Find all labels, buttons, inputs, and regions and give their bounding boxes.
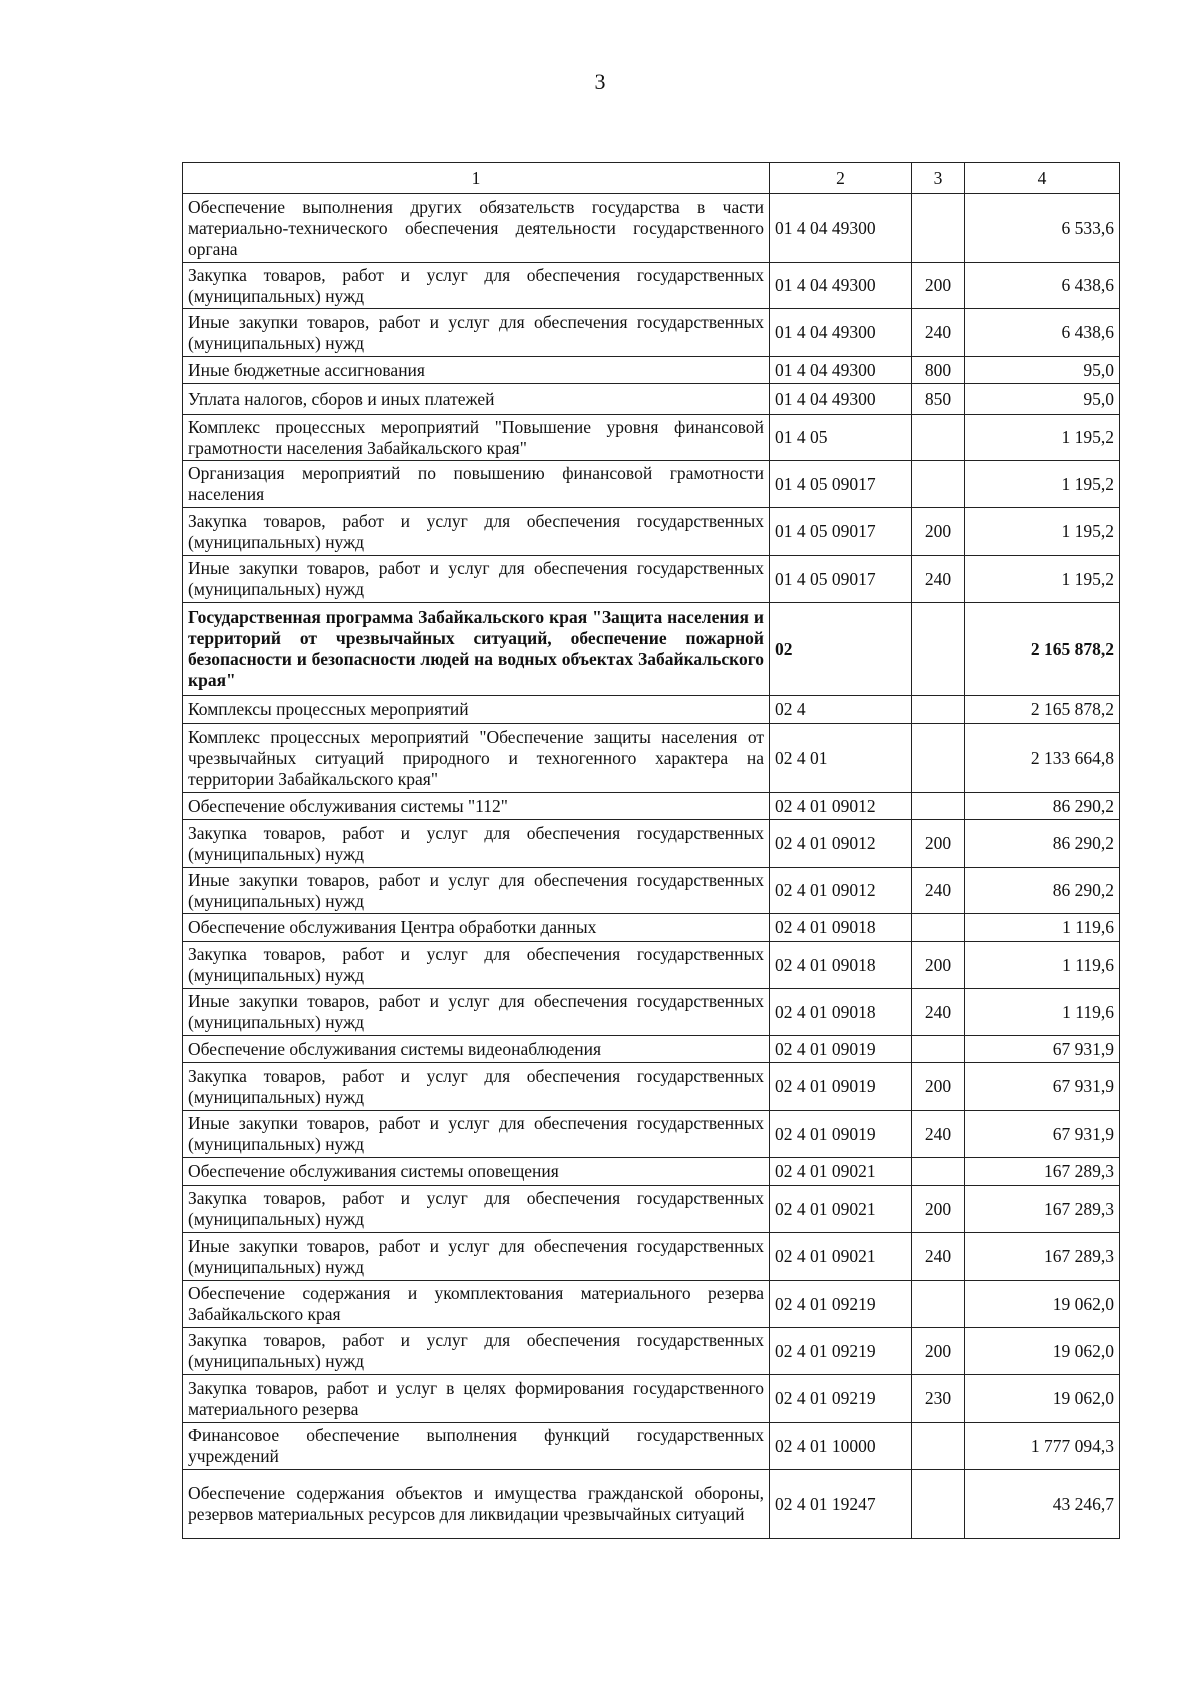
row-name-cell: Обеспечение обслуживания системы "112" [183,793,770,820]
row-name-cell: Обеспечение обслуживания Центра обработки данных [183,914,770,942]
row-amount-cell: 1 195,2 [965,508,1120,556]
row-kind-cell: 200 [912,1328,965,1375]
row-name-cell: Обеспечение содержания и укомплектования материального резерва Забайкальского края [183,1281,770,1328]
row-code-cell: 01 4 05 [770,415,912,461]
row-kind-cell [912,1281,965,1328]
row-code-cell: 02 4 [770,696,912,724]
row-code-cell: 01 4 05 09017 [770,508,912,556]
row-amount-cell: 167 289,3 [965,1158,1120,1186]
row-kind-cell: 240 [912,868,965,914]
table-row [183,1186,1120,1233]
row-name-cell: Обеспечение содержания объектов и имущества гражданской обороны, резервов материальных ресурсов для ликвидации чрезвычайных ситуаций [183,1470,770,1539]
row-name-cell: Закупка товаров, работ и услуг для обеспечения государственных (муниципальных) нужд [183,942,770,989]
row-amount-cell: 6 438,6 [965,263,1120,309]
table-row [183,357,1120,384]
row-code-cell: 02 4 01 09012 [770,820,912,868]
row-code-cell: 02 4 01 09219 [770,1375,912,1423]
table-row [183,194,1120,263]
table-row [183,1375,1120,1423]
row-name-cell: Закупка товаров, работ и услуг для обеспечения государственных (муниципальных) нужд [183,1186,770,1233]
header-col-4: 4 [965,163,1120,194]
row-name-cell: Иные закупки товаров, работ и услуг для обеспечения государственных (муниципальных) нужд [183,309,770,357]
row-amount-cell: 86 290,2 [965,868,1120,914]
row-code-cell: 02 4 01 10000 [770,1423,912,1470]
row-amount-cell: 2 165 878,2 [965,696,1120,724]
table-row [183,309,1120,357]
row-amount-cell: 19 062,0 [965,1375,1120,1423]
row-kind-cell: 800 [912,357,965,384]
row-kind-cell: 200 [912,508,965,556]
header-col-3: 3 [912,163,965,194]
row-code-cell: 02 4 01 09012 [770,793,912,820]
row-kind-cell [912,793,965,820]
row-name-cell: Закупка товаров, работ и услуг для обеспечения государственных (муниципальных) нужд [183,263,770,309]
row-kind-cell [912,415,965,461]
row-amount-cell: 1 195,2 [965,556,1120,603]
row-code-cell: 02 4 01 09018 [770,942,912,989]
row-kind-cell: 230 [912,1375,965,1423]
row-code-cell: 01 4 05 09017 [770,556,912,603]
row-kind-cell [912,1423,965,1470]
row-kind-cell [912,1036,965,1063]
row-amount-cell: 95,0 [965,357,1120,384]
row-code-cell: 02 [770,603,912,696]
row-code-cell: 02 4 01 09012 [770,868,912,914]
table-row [183,914,1120,942]
table-row [183,1063,1120,1111]
row-amount-cell: 19 062,0 [965,1328,1120,1375]
row-code-cell: 02 4 01 09018 [770,914,912,942]
table-row [183,942,1120,989]
row-amount-cell: 1 195,2 [965,415,1120,461]
row-kind-cell [912,1470,965,1539]
row-kind-cell: 240 [912,556,965,603]
row-kind-cell: 200 [912,942,965,989]
row-amount-cell: 1 119,6 [965,989,1120,1036]
row-name-cell: Обеспечение обслуживания системы оповещения [183,1158,770,1186]
row-kind-cell: 240 [912,309,965,357]
row-code-cell: 02 4 01 09021 [770,1186,912,1233]
row-code-cell: 01 4 04 49300 [770,384,912,415]
table-row [183,1233,1120,1281]
row-code-cell: 01 4 04 49300 [770,194,912,263]
row-amount-cell: 67 931,9 [965,1063,1120,1111]
row-code-cell: 02 4 01 09219 [770,1328,912,1375]
table-row [183,820,1120,868]
row-amount-cell: 167 289,3 [965,1186,1120,1233]
row-code-cell: 02 4 01 09021 [770,1233,912,1281]
row-code-cell: 02 4 01 09018 [770,989,912,1036]
table-row [183,696,1120,724]
row-code-cell: 02 4 01 09019 [770,1036,912,1063]
row-kind-cell: 200 [912,1186,965,1233]
row-name-cell: Обеспечение выполнения других обязательств государства в части материально-технического обеспечения деятельности государственного органа [183,194,770,263]
row-kind-cell: 240 [912,1233,965,1281]
row-kind-cell [912,1158,965,1186]
row-amount-cell: 1 119,6 [965,942,1120,989]
row-amount-cell: 2 165 878,2 [965,603,1120,696]
row-name-cell: Иные закупки товаров, работ и услуг для обеспечения государственных (муниципальных) нужд [183,868,770,914]
header-col-2: 2 [770,163,912,194]
row-amount-cell: 95,0 [965,384,1120,415]
row-kind-cell [912,696,965,724]
row-name-cell: Комплекс процессных мероприятий "Повышение уровня финансовой грамотности населения Забайкальского края" [183,415,770,461]
row-name-cell: Иные закупки товаров, работ и услуг для обеспечения государственных (муниципальных) нужд [183,556,770,603]
row-name-cell: Закупка товаров, работ и услуг для обеспечения государственных (муниципальных) нужд [183,820,770,868]
row-kind-cell [912,194,965,263]
row-code-cell: 01 4 04 49300 [770,263,912,309]
row-kind-cell [912,603,965,696]
row-name-cell: Иные бюджетные ассигнования [183,357,770,384]
row-amount-cell: 19 062,0 [965,1281,1120,1328]
row-name-cell: Государственная программа Забайкальского края "Защита населения и территорий от чрезвычайных ситуаций, обеспечение пожарной безопасности и безопасности людей на водных объектах Забайкальского края" [183,603,770,696]
row-kind-cell [912,914,965,942]
row-name-cell: Иные закупки товаров, работ и услуг для обеспечения государственных (муниципальных) нужд [183,989,770,1036]
row-name-cell: Закупка товаров, работ и услуг для обеспечения государственных (муниципальных) нужд [183,508,770,556]
row-kind-cell [912,724,965,793]
row-amount-cell: 67 931,9 [965,1036,1120,1063]
table-row [183,556,1120,603]
table-row [183,1158,1120,1186]
row-name-cell: Обеспечение обслуживания системы видеонаблюдения [183,1036,770,1063]
table-row [183,263,1120,309]
table-row [183,508,1120,556]
row-name-cell: Организация мероприятий по повышению финансовой грамотности населения [183,461,770,508]
row-code-cell: 01 4 05 09017 [770,461,912,508]
row-amount-cell: 1 195,2 [965,461,1120,508]
table-row [183,1281,1120,1328]
row-code-cell: 02 4 01 09021 [770,1158,912,1186]
table-row [183,868,1120,914]
row-name-cell: Закупка товаров, работ и услуг для обеспечения государственных (муниципальных) нужд [183,1063,770,1111]
table-row [183,1423,1120,1470]
row-code-cell: 02 4 01 [770,724,912,793]
row-kind-cell: 200 [912,820,965,868]
row-amount-cell: 6 438,6 [965,309,1120,357]
row-kind-cell: 240 [912,989,965,1036]
table-header [183,163,1120,194]
row-amount-cell: 6 533,6 [965,194,1120,263]
page-number: 3 [594,69,606,94]
row-name-cell: Уплата налогов, сборов и иных платежей [183,384,770,415]
row-code-cell: 01 4 04 49300 [770,357,912,384]
table-row [183,1470,1120,1539]
row-amount-cell: 43 246,7 [965,1470,1120,1539]
row-amount-cell: 86 290,2 [965,820,1120,868]
row-name-cell: Закупка товаров, работ и услуг для обеспечения государственных (муниципальных) нужд [183,1328,770,1375]
row-amount-cell: 67 931,9 [965,1111,1120,1158]
row-amount-cell: 167 289,3 [965,1233,1120,1281]
row-amount-cell: 86 290,2 [965,793,1120,820]
row-code-cell: 02 4 01 19247 [770,1470,912,1539]
table-row [183,1036,1120,1063]
row-kind-cell [912,461,965,508]
table-row [183,415,1120,461]
row-name-cell: Комплекс процессных мероприятий "Обеспечение защиты населения от чрезвычайных ситуаций природного и техногенного характера на территории Забайкальского края" [183,724,770,793]
table-row [183,384,1120,415]
table-row [183,1328,1120,1375]
table-row [183,603,1120,696]
row-name-cell: Закупка товаров, работ и услуг в целях формирования государственного материального резерва [183,1375,770,1423]
row-kind-cell: 850 [912,384,965,415]
table-row [183,989,1120,1036]
row-code-cell: 02 4 01 09219 [770,1281,912,1328]
row-code-cell: 02 4 01 09019 [770,1111,912,1158]
header-row [183,163,1120,194]
table-row [183,793,1120,820]
row-kind-cell: 200 [912,263,965,309]
budget-table [182,162,1120,1539]
row-code-cell: 02 4 01 09019 [770,1063,912,1111]
row-name-cell: Иные закупки товаров, работ и услуг для обеспечения государственных (муниципальных) нужд [183,1111,770,1158]
table-row [183,461,1120,508]
table-row [183,1111,1120,1158]
row-code-cell: 01 4 04 49300 [770,309,912,357]
row-name-cell: Финансовое обеспечение выполнения функций государственных учреждений [183,1423,770,1470]
header-col-1: 1 [183,163,770,194]
row-amount-cell: 2 133 664,8 [965,724,1120,793]
row-amount-cell: 1 119,6 [965,914,1120,942]
row-kind-cell: 200 [912,1063,965,1111]
row-amount-cell: 1 777 094,3 [965,1423,1120,1470]
row-name-cell: Комплексы процессных мероприятий [183,696,770,724]
row-name-cell: Иные закупки товаров, работ и услуг для обеспечения государственных (муниципальных) нужд [183,1233,770,1281]
row-kind-cell: 240 [912,1111,965,1158]
table-body [183,194,1120,1539]
table-row [183,724,1120,793]
